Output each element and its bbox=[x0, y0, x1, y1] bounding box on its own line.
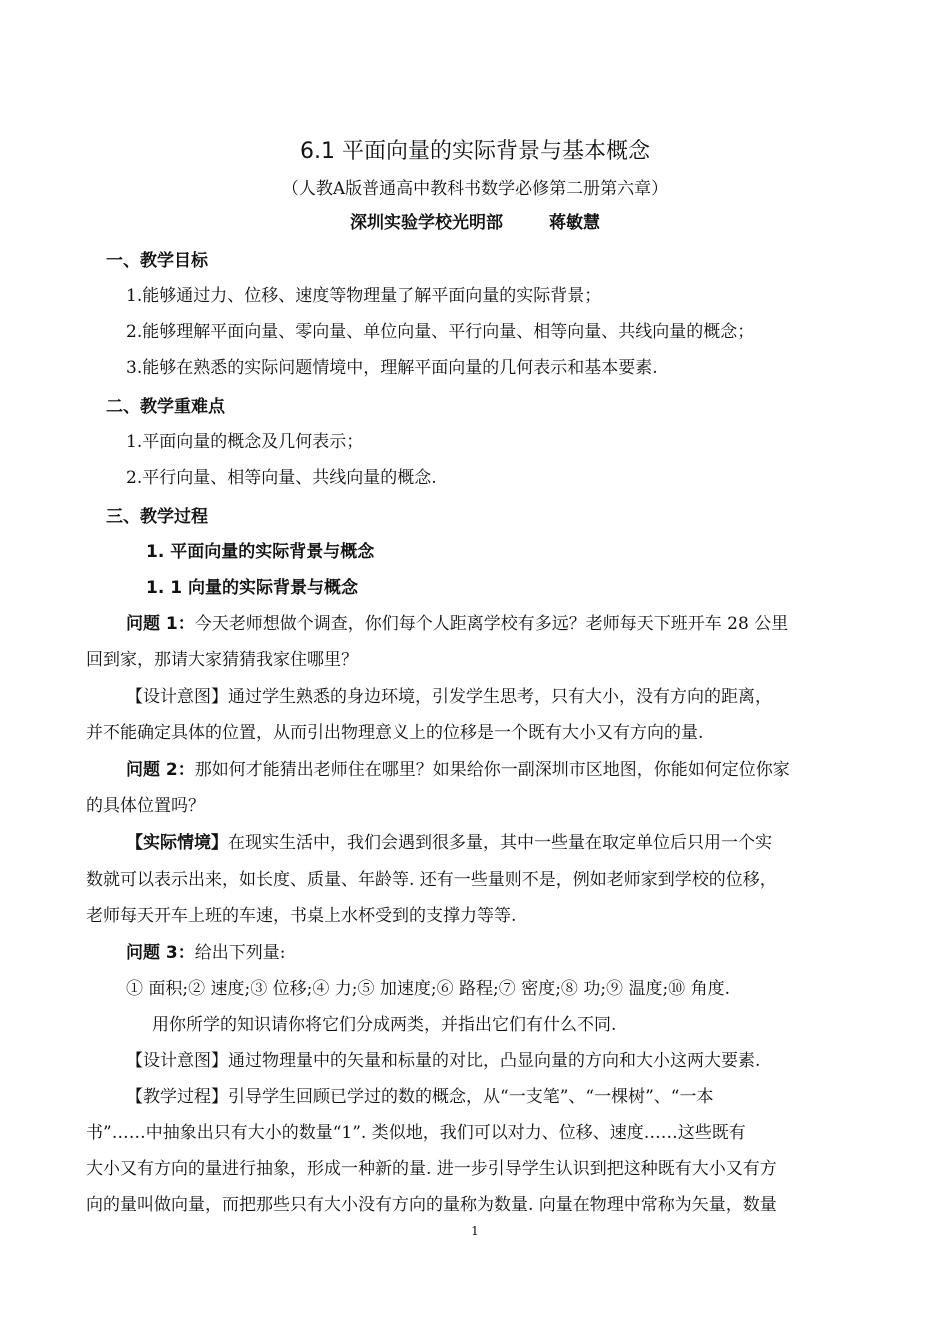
keypoint-item: 2.平行向量、相等向量、共线向量的概念. bbox=[126, 468, 437, 488]
subsection-heading: 1. 1 向量的实际背景与概念 bbox=[146, 578, 358, 598]
paragraph-line: 老师每天开车上班的车速，书桌上水杯受到的支撑力等等. bbox=[86, 906, 517, 926]
situation-text: 在现实生活中，我们会遇到很多量，其中一些量在取定单位后只用一个实 bbox=[228, 833, 772, 853]
paragraph-line: 数就可以表示出来，如长度、质量、年龄等. 还有一些量则不是，例如老师家到学校的位移， bbox=[86, 870, 777, 890]
paragraph-line: 回到家，那请大家猜猜我家住哪里？ bbox=[86, 650, 358, 670]
design-intent-line: 【设计意图】通过物理量中的矢量和标量的对比，凸显向量的方向和大小这两大要素. bbox=[126, 1051, 761, 1071]
school-name: 深圳实验学校光明部 bbox=[350, 213, 503, 233]
situation-line bbox=[126, 833, 772, 853]
paragraph-line: 大小又有方向的量进行抽象，形成一种新的量. 进一步引导学生认识到把这种既有大小又有方 bbox=[86, 1159, 777, 1179]
goal-item: 3.能够在熟悉的实际问题情境中，理解平面向量的几何表示和基本要素. bbox=[126, 358, 658, 378]
paragraph-line: 用你所学的知识请你将它们分成两类，并指出它们有什么不同. bbox=[152, 1015, 617, 1035]
question-text: 今天老师想做个调查，你们每个人距离学校有多远？老师每天下班开车 28 公里 bbox=[194, 614, 789, 634]
question-label: 问题 2： bbox=[126, 760, 195, 780]
question-text: 那如何才能猜出老师住在哪里？如果给你一副深圳市区地图，你能如何定位你家 bbox=[194, 760, 790, 780]
design-intent-line: 【设计意图】通过学生熟悉的身边环境，引发学生思考，只有大小，没有方向的距离， bbox=[126, 687, 772, 707]
page-title: 6.1 平面向量的实际背景与基本概念 bbox=[300, 139, 650, 164]
author-line bbox=[0, 213, 950, 233]
paragraph-line: 书”……中抽象出只有大小的数量“1”. 类似地，我们可以对力、位移、速度……这些既有 bbox=[86, 1123, 746, 1143]
goal-item: 1.能够通过力、位移、速度等物理量了解平面向量的实际背景； bbox=[126, 286, 602, 306]
situation-label: 【实际情境】 bbox=[126, 833, 228, 853]
paragraph-line: 向的量叫做向量，而把那些只有大小没有方向的量称为数量. 向量在物理中常称为矢量，数量 bbox=[86, 1195, 777, 1215]
question-3-line bbox=[126, 943, 285, 963]
question-2-line bbox=[126, 760, 790, 780]
paragraph-line: 并不能确定具体的位置，从而引出物理意义上的位移是一个既有大小又有方向的量. bbox=[86, 723, 704, 743]
question-label: 问题 1： bbox=[126, 614, 195, 634]
paragraph-line: 的具体位置吗？ bbox=[86, 796, 205, 816]
author-name: 蒋敏慧 bbox=[549, 213, 600, 233]
question-label: 问题 3： bbox=[126, 943, 195, 963]
keypoint-item: 1.平面向量的概念及几何表示； bbox=[126, 432, 364, 452]
goal-item: 2.能够理解平面向量、零向量、单位向量、平行向量、相等向量、共线向量的概念； bbox=[126, 322, 755, 342]
question-1-line bbox=[126, 614, 788, 634]
quantity-list: ① 面积;② 速度;③ 位移;④ 力;⑤ 加速度;⑥ 路程;⑦ 密度;⑧ 功;⑨ 温度;⑩ 角度. bbox=[126, 979, 730, 999]
page-number: 1 bbox=[471, 1224, 479, 1238]
subsection-heading: 1. 平面向量的实际背景与概念 bbox=[146, 542, 375, 562]
question-text: 给出下列量: bbox=[194, 943, 286, 963]
section-heading-keypoints: 二、教学重难点 bbox=[106, 397, 225, 417]
page-subtitle: （人教A版普通高中教科书数学必修第二册第六章） bbox=[281, 179, 669, 199]
teaching-process-line: 【教学过程】引导学生回顾已学过的数的概念，从“一支笔”、“一棵树”、“一本 bbox=[126, 1087, 714, 1107]
section-heading-process: 三、教学过程 bbox=[106, 507, 208, 527]
section-heading-goals: 一、教学目标 bbox=[106, 251, 208, 271]
